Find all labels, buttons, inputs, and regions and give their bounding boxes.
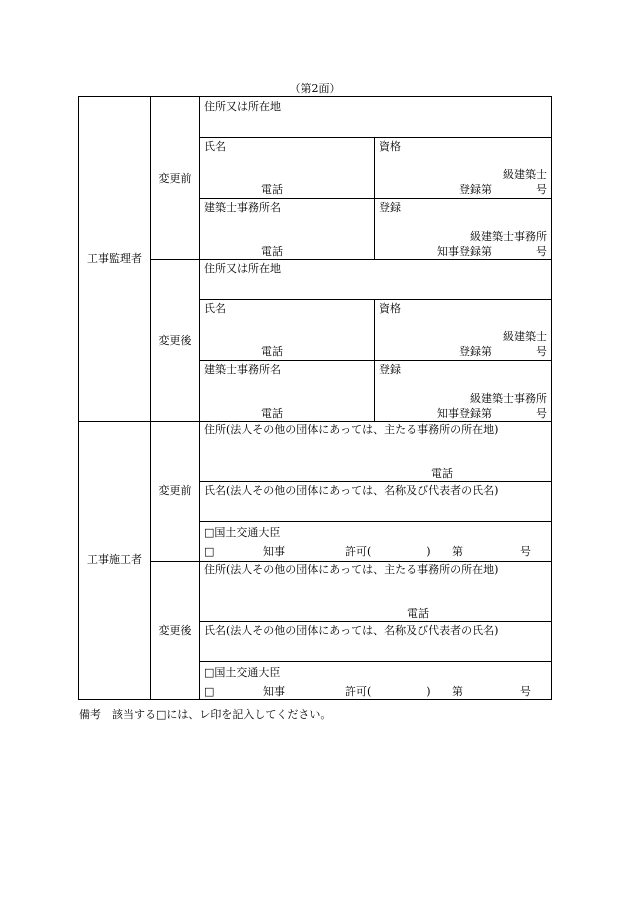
sup-after-address-label: 住所又は所在地 (204, 262, 281, 275)
sup-after-qualification-label: 資格 (379, 302, 401, 315)
con-after-permit-label: 許可( ) (345, 685, 431, 698)
con-after-governor-checkbox[interactable]: □ (204, 685, 215, 698)
row-line (199, 621, 551, 622)
sup-after-office-reg-no: 知事登録第 号 (437, 407, 547, 420)
sup-after-label: 変更後 (158, 334, 192, 347)
sup-before-label: 変更前 (158, 172, 192, 185)
con-after-number-label: 第 (452, 685, 463, 698)
row-line (199, 137, 551, 138)
sup-after-office-class: 級建築士事務所 (470, 392, 547, 405)
con-before-permit-label: 許可( ) (345, 545, 431, 558)
sup-before-address-label: 住所又は所在地 (204, 100, 281, 113)
row-line (199, 198, 551, 199)
remarks-note: 備考 該当する□には、レ印を記入してください。 (79, 708, 332, 721)
sup-after-office-label: 建築士事務所名 (204, 363, 281, 376)
row-line (199, 481, 551, 482)
con-before-address-label: 住所(法人その他の団体にあっては、主たる事務所の所在地) (204, 423, 499, 436)
con-before-phone-label: 電話 (431, 467, 453, 480)
change-form-table (78, 96, 552, 700)
sup-after-name-label: 氏名 (204, 302, 226, 315)
sup-after-office-phone-label: 電話 (261, 407, 283, 420)
sup-before-qualification-label: 資格 (379, 140, 401, 153)
con-before-governor-checkbox[interactable]: □ (204, 545, 215, 558)
col-divider-status (199, 97, 200, 699)
row-line (199, 661, 551, 662)
con-before-number-label: 第 (452, 545, 463, 558)
sup-before-registration-no: 登録第 号 (459, 183, 547, 196)
sup-before-office-class: 級建築士事務所 (470, 230, 547, 243)
sup-before-phone-label: 電話 (261, 183, 283, 196)
supervisor-section-label: 工事監理者 (87, 252, 142, 265)
con-after-minister-option[interactable]: □国土交通大臣 (204, 666, 281, 679)
sup-block-divider (150, 259, 551, 260)
con-before-label: 変更前 (158, 484, 192, 497)
sup-after-registration-no: 登録第 号 (459, 345, 547, 358)
row-line (199, 521, 551, 522)
con-after-suffix-label: 号 (520, 685, 531, 698)
con-block-divider (150, 561, 551, 562)
con-before-name-label: 氏名(法人その他の団体にあっては、名称及び代表者の氏名) (204, 484, 499, 497)
sup-before-office-label: 建築士事務所名 (204, 201, 281, 214)
sup-before-office-reg-label: 登録 (379, 201, 401, 214)
con-before-minister-option[interactable]: □国土交通大臣 (204, 526, 281, 539)
sup-after-architect-class: 級建築士 (503, 330, 547, 343)
con-after-phone-label: 電話 (407, 607, 429, 620)
section-divider (79, 421, 551, 422)
con-before-suffix-label: 号 (520, 545, 531, 558)
sup-after-phone-label: 電話 (261, 345, 283, 358)
row-line (199, 299, 551, 300)
page-label: （第2面） (289, 82, 341, 95)
col-divider-section (150, 97, 151, 699)
con-after-governor-label: 知事 (263, 685, 285, 698)
sup-before-office-reg-no: 知事登録第 号 (437, 245, 547, 258)
sup-before-name-label: 氏名 (204, 140, 226, 153)
con-after-label: 変更後 (158, 624, 192, 637)
contractor-section-label: 工事施工者 (87, 553, 142, 566)
con-after-name-label: 氏名(法人その他の団体にあっては、名称及び代表者の氏名) (204, 624, 499, 637)
sup-after-office-reg-label: 登録 (379, 363, 401, 376)
con-before-governor-label: 知事 (263, 545, 285, 558)
row-line (199, 360, 551, 361)
con-after-address-label: 住所(法人その他の団体にあっては、主たる事務所の所在地) (204, 563, 499, 576)
sup-before-architect-class: 級建築士 (503, 168, 547, 181)
sup-before-office-phone-label: 電話 (261, 245, 283, 258)
